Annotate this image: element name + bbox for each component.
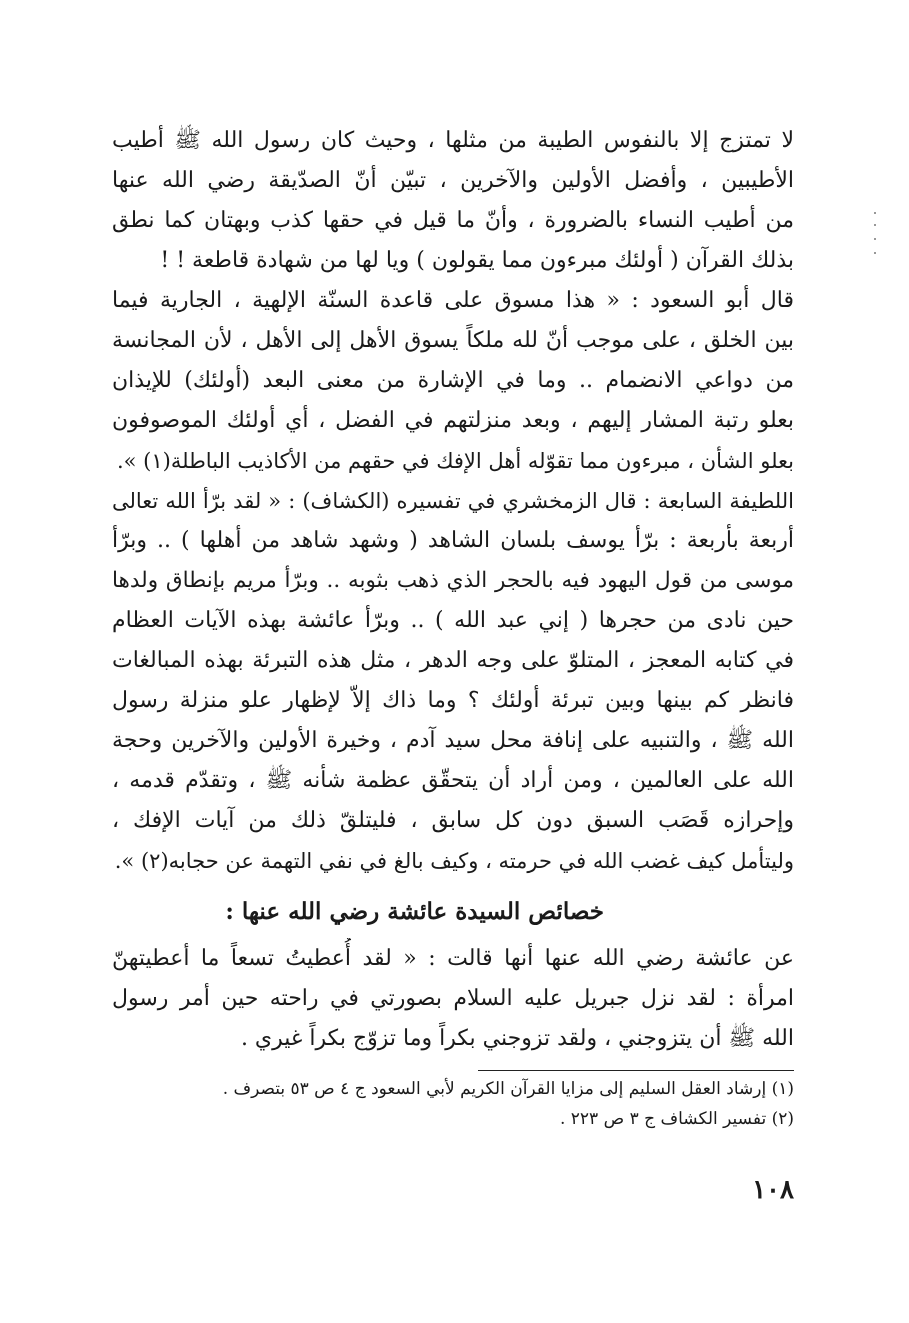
text-line: حين نادى من حجرها ( إني عبد الله ) .. وبرّأ عائشة بهذه الآيات العظام bbox=[112, 608, 794, 633]
text-line: امرأة : لقد نزل جبريل عليه السلام بصورتي في راحته حين أمر رسول bbox=[112, 986, 794, 1011]
scan-specks bbox=[872, 212, 878, 262]
footnote-divider bbox=[478, 1070, 794, 1071]
text-line: فانظر كم بينها وبين تبرئة أولئك ؟ وما ذاك إلاّ لإظهار علو منزلة رسول bbox=[112, 688, 794, 713]
text-line: قال أبو السعود : « هذا مسوق على قاعدة السنّة الإلهية ، الجارية فيما bbox=[112, 288, 794, 313]
text-line: بعلو الشأن ، مبرءون مما تقوّله أهل الإفك في حقهم من الأكاذيب الباطلة(١) ». bbox=[116, 449, 794, 473]
text-line: الله على العالمين ، ومن أراد أن يتحقّق عظمة شأنه ﷺ ، وتقدّم قدمه ، bbox=[112, 768, 794, 793]
text-line: بعلو رتبة المشار إليهم ، وبعد منزلتهم في الفضل ، أي أولئك الموصوفون bbox=[112, 408, 794, 433]
text-line: وليتأمل كيف غضب الله في حرمته ، وكيف بالغ في نفي التهمة عن حجابه(٢) ». bbox=[114, 849, 794, 873]
section-heading: خصائص السيدة عائشة رضي الله عنها : bbox=[225, 898, 604, 925]
text-line: الله ﷺ ، والتنبيه على إنافة محل سيد آدم ، وخيرة الأولين والآخرين وحجة bbox=[112, 728, 794, 753]
text-line: في كتابه المعجز ، المتلوّ على وجه الدهر ، مثل هذه التبرئة بهذه المبالغات bbox=[112, 648, 794, 673]
text-line: الله ﷺ أن يتزوجني ، ولقد تزوجني بكراً وما تزوّج بكراً غيري . bbox=[240, 1026, 794, 1051]
text-line: بين الخلق ، على موجب أنّ لله ملكاً يسوق الأهل إلى الأهل ، لأن المجانسة bbox=[112, 328, 794, 353]
text-line: بذلك القرآن ( أولئك مبرءون مما يقولون ) ويا لها من شهادة قاطعة ! ! bbox=[160, 248, 794, 273]
text-line: لا تمتزج إلا بالنفوس الطيبة من مثلها ، وحيث كان رسول الله ﷺ أطيب bbox=[112, 128, 794, 153]
section-text bbox=[112, 938, 794, 1064]
footnote: (١) إرشاد العقل السليم إلى مزايا القرآن الكريم لأبي السعود ج ٤ ص ٥٣ بتصرف . bbox=[222, 1079, 794, 1099]
text-line: من أطيب النساء بالضرورة ، وأنّ ما قيل في حقها كذب وبهتان كما نطق bbox=[112, 208, 794, 233]
text-line: وإحرازه قَصَب السبق دون كل سابق ، فليتلقّ ذلك من آيات الإفك ، bbox=[112, 808, 794, 833]
footnote: (٢) تفسير الكشاف ج ٣ ص ٢٢٣ . bbox=[559, 1109, 794, 1129]
text-line: الأطيبين ، وأفضل الأولين والآخرين ، تبيّن أنّ الصدّيقة رضي الله عنها bbox=[112, 168, 794, 193]
text-line: عن عائشة رضي الله عنها أنها قالت : « لقد أُعطيتُ تسعاً ما أعطيتهنّ bbox=[112, 946, 794, 971]
text-line: موسى من قول اليهود فيه بالحجر الذي ذهب بثوبه .. وبرّأ مريم بإنطاق ولدها bbox=[112, 568, 794, 593]
text-line: اللطيفة السابعة : قال الزمخشري في تفسيره (الكشاف) : « لقد برّأ الله تعالى bbox=[112, 489, 794, 513]
text-line: من دواعي الانضمام .. وما في الإشارة من معنى البعد (أولئك) للإيذان bbox=[112, 368, 794, 393]
main-text bbox=[112, 120, 794, 880]
text-line: أربعة بأربعة : برّأ يوسف بلسان الشاهد ( وشهد شاهد من أهلها ) .. وبرّأ bbox=[112, 528, 794, 553]
page-number: ١٠٨ bbox=[752, 1175, 794, 1205]
